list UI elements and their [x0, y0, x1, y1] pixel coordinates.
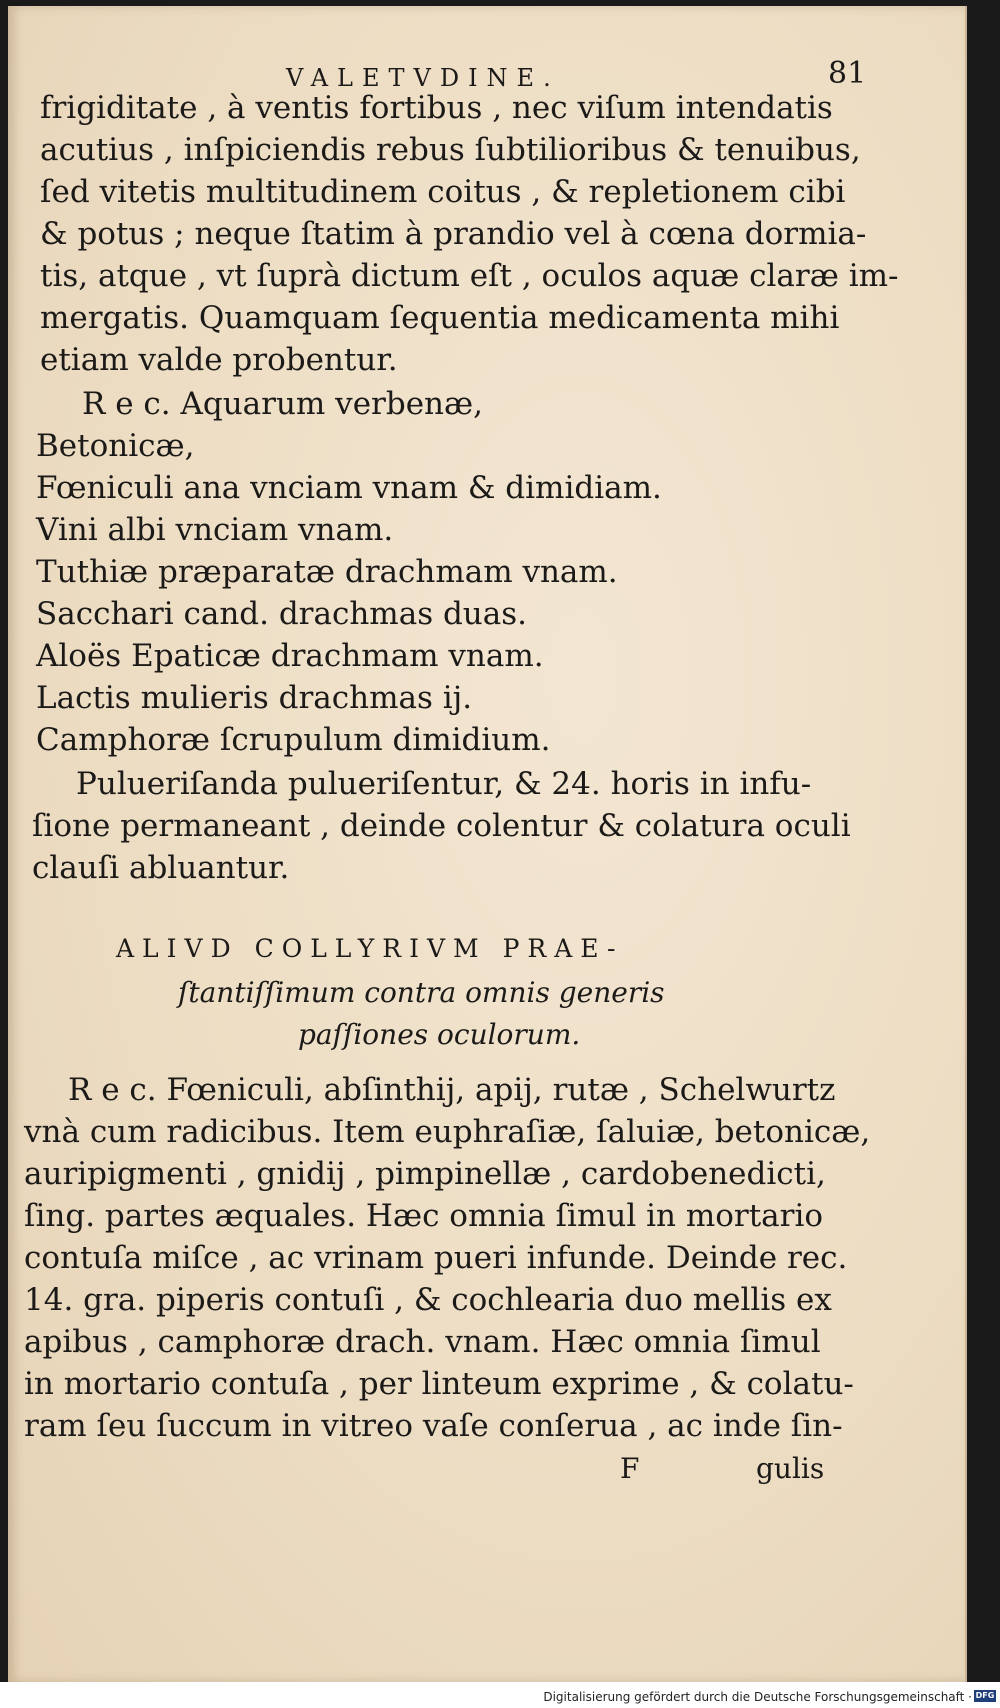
- text-line: 14. gra. piperis contuſi , & cochlearia duo mellis ex: [24, 1282, 832, 1318]
- text-line: ſing. partes æquales. Hæc omnia ſimul in mortario: [24, 1198, 824, 1234]
- recipe-line: R e c. Aquarum verbenæ,: [82, 386, 484, 422]
- running-title: VALETVDINE.: [286, 64, 560, 92]
- text-line: apibus , camphoræ drach. vnam. Hæc omnia ſimul: [24, 1324, 821, 1360]
- text-line: mergatis. Quamquam ſequentia medicamenta mihi: [40, 300, 840, 336]
- text-line: etiam valde probentur.: [40, 342, 398, 378]
- text-line: ram ſeu ſuccum in vitreo vaſe conſerua , ac inde ſin-: [24, 1408, 843, 1444]
- signature-mark: F: [620, 1452, 640, 1485]
- text-line: tis, atque , vt ſuprà dictum eſt , oculos aquæ claræ im-: [40, 258, 899, 294]
- dfg-logo: DFG: [975, 1691, 995, 1700]
- text-line: ſed vitetis multitudinem coitus , & repletionem cibi: [40, 174, 846, 210]
- section-heading: ALIVD COLLYRIVM PRAE-: [116, 934, 624, 963]
- recipe-line: Fœniculi ana vnciam vnam & dimidiam.: [36, 470, 662, 506]
- text-line: acutius , inſpiciendis rebus ſubtilioribus & tenuibus,: [40, 132, 861, 168]
- recipe-line: Aloës Epaticæ drachmam vnam.: [36, 638, 544, 674]
- recipe-line: Sacchari cand. drachmas duas.: [36, 596, 528, 632]
- recipe-line: Lactis mulieris drachmas ij.: [36, 680, 473, 716]
- text-line: in mortario contuſa , per linteum exprime , & colatu-: [24, 1366, 854, 1402]
- section-subheading: ſtantiſſimum contra omnis generis: [178, 976, 665, 1009]
- section-subheading: paſſiones oculorum.: [298, 1018, 581, 1051]
- text-line: ſione permaneant , deinde colentur & colatura oculi: [32, 808, 851, 844]
- text-line: contuſa miſce , ac vrinam pueri infunde. Deinde rec.: [24, 1240, 848, 1276]
- recipe-line: Vini albi vnciam vnam.: [36, 512, 394, 548]
- text-line: Pulueriſanda pulueriſentur, & 24. horis in infu-: [76, 766, 812, 802]
- text-line: & potus ; neque ſtatim à prandio vel à cœna dormia-: [40, 216, 867, 252]
- text-line: R e c. Fœniculi, abſinthij, apij, rutæ , Schelwurtz: [68, 1072, 836, 1108]
- digitization-credit: Digitalisierung gefördert durch die Deutsche Forschungsgemeinschaft ·: [543, 1690, 972, 1704]
- page-number: 81: [828, 56, 867, 91]
- catchword: gulis: [756, 1452, 825, 1485]
- text-line: auripigmenti , gnidij , pimpinellæ , cardobenedicti,: [24, 1156, 826, 1192]
- text-line: frigiditate , à ventis fortibus , nec viſum intendatis: [40, 90, 833, 126]
- book-page: [8, 6, 967, 1682]
- recipe-line: Tuthiæ præparatæ drachmam vnam.: [36, 554, 618, 590]
- recipe-line: Betonicæ,: [36, 428, 195, 464]
- text-line: vnà cum radicibus. Item euphraſiæ, ſaluiæ, betonicæ,: [24, 1114, 871, 1150]
- text-line: clauſi abluantur.: [32, 850, 290, 886]
- recipe-line: Camphoræ ſcrupulum dimidium.: [36, 722, 551, 758]
